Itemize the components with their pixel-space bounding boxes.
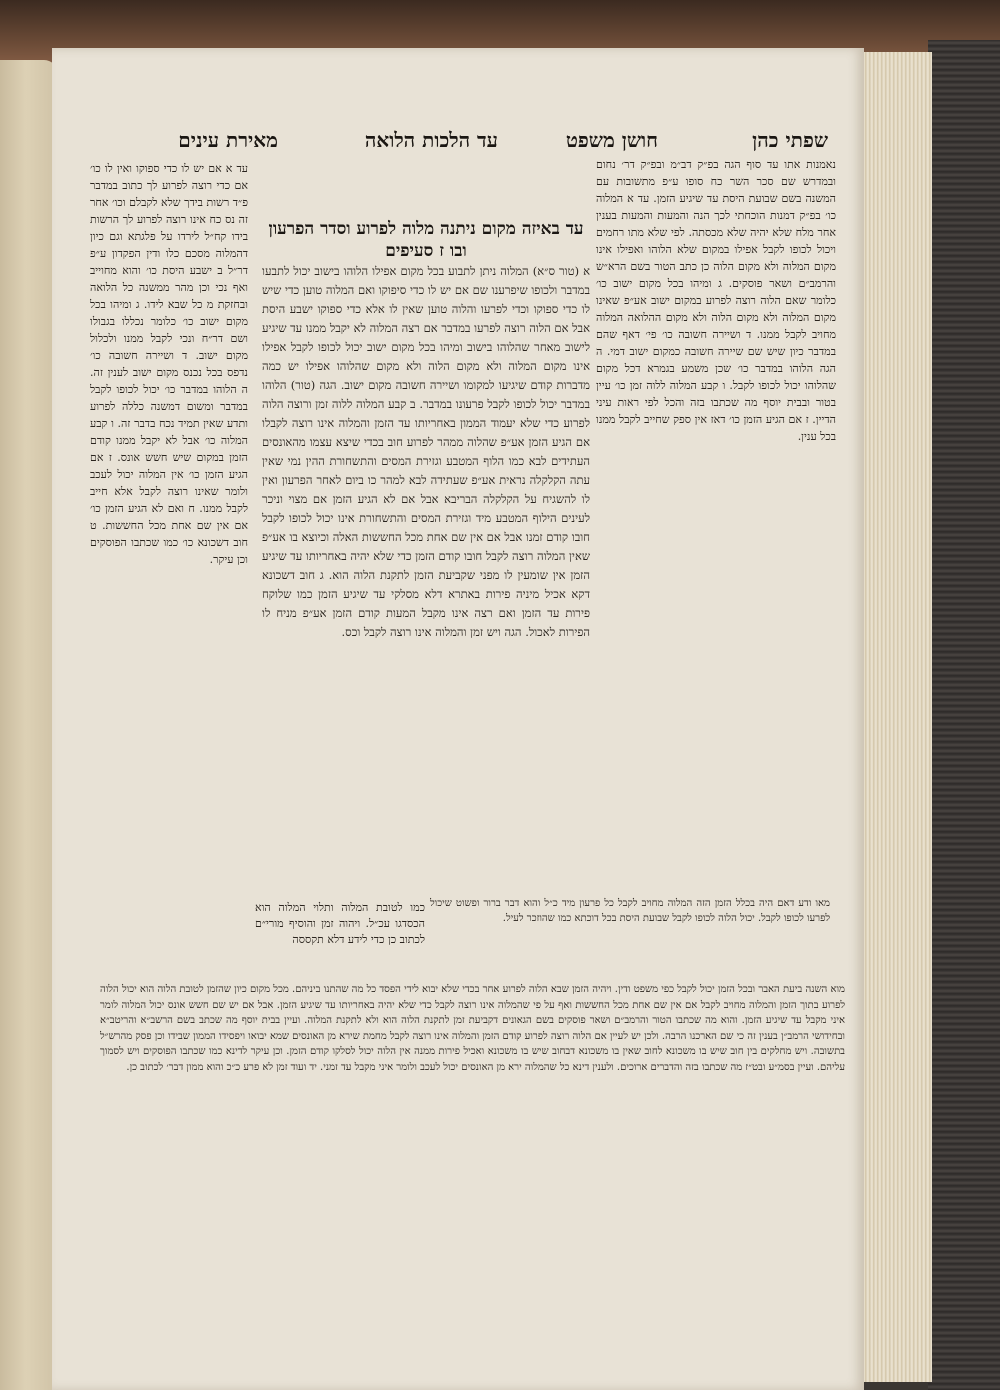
section-number: עד [565, 219, 584, 239]
running-header [118, 128, 828, 156]
page-stack-edge [862, 52, 932, 1382]
header-section: עד הלכות הלואה [364, 128, 498, 152]
left-page-edge [0, 60, 58, 1390]
meirat-text: עד א אם יש לו כדי ספוקו ואין לו כו׳ אם כדי רוצה לפרוע לך כתוב במדבר פ״ד רשות בידך שלא לקבלם וכו׳ אחר זה נס כח אינו רוצה לפרוע לך הרשות בידו קח״ל לירדו על פלגתא וגם כיון דהמלוה מסכם כלו ודין הפקדון ע״פ דר״ל ב ישבע היסת כו׳ והוא מחוייב ואף נכי וכן מהר ממשנה כל הלואה ובחזקת מ כל שבא לידו. ג ומיהו בכל מקום ישוב כו׳ כלומר נכללו בגבולו ושם דר״ח ונכי לקבל ממנו ולכלול מקום ישוב. ד ושיירה חשובה כו׳ נדפס בכל נכנס מקום ישוב לענין זה. ה הלוהו במדבר כו׳ יכול לכופו לקבל במדבר ומשום דמשנה כללה לפרוע ותדע שאין תמיד נכח בדבר זה. ו קבע המלוה כו׳ אבל לא יקבל ממנו קודם הזמן במקום שיש חשש אונס. ז אם הגיע הזמן כו׳ אין המלוה יכול לעכב ולומר שאינו רוצה לקבל אלא חייב לקבל ממנו. ח ואם לא הגיע הזמן כו׳ אם אין שם אחת מכל החששות. ט חוב דשכונא כו׳ כמו שכתבו הפוסקים וכן עיקר. [90, 162, 248, 566]
book-spine [928, 40, 1000, 1390]
bottom-commentary [100, 982, 845, 1352]
footnote-text: מאו ודע דאם היה בכלל הזמן הזה המלוה מחויב לקבל כל פרעון מיד כ״ל והוא דבר ברור ופשוט שיכול לפרעו לכופו לקבל. יכול הלוה לכופו לקבל שבועת היסת בכל דוכתא כמו שהוזכר לעיל. [430, 898, 830, 924]
meirat-enayim-column [90, 160, 248, 960]
header-left-title: מאירת עינים [178, 128, 278, 152]
header-volume: חושן משפט [565, 128, 658, 152]
endnote-text: כמו לטובת המלוה ותלוי המלוה הוא הכסדגו עכ״ל. ויהוה זמן והוסיף מורי״ם לכתוב כן כדי לידע דלא תקססה [255, 901, 425, 946]
shach-commentary-column [596, 156, 836, 906]
header-right-title: שפתי כהן [752, 128, 828, 152]
main-endnote [255, 900, 425, 980]
main-text: א (טור ס״א) המלוה ניתן לתבוע בכל מקום אפילו הלוהו בישוב יכול לתבעו במדבר ולכופו שיפרענו שם אם יש לו כדי סיפוקו ואם המלוה טוען כדי שיש לו כדי ספוקו וכדי לפרעו והלוה טוען שאין לו אלא כדי ספוקו ישבע היסת אבל אם הלוה רוצה לפרעו במדבר אם רצה המלוה לא יקבל ממנו עד שיגיע לישוב מאחר שהלוהו בישוב ומיהו בכל מקום ישוב יכול לכופו לקבל אפילו אינו מקום המלוה ולא מקום הלוה ולא מקום שהלוהו אפילו יש כמה מדברות קודם שיגיעו למקומו ושיירה חשובה מקום ישוב. הגה (טור) הלוהו במדבר יכול לכופו לקבל פרעונו במדבר. ב קבע המלוה ללוה זמן ורוצה הלוה לפרוע כדי שלא יעמוד הממון באחריותו עד הזמן והמלוה אינו רוצה לקבלו אם הגיע הזמן אע״פ שהלוה ממהר לפרוע חוב בכדי שיצא עצמו מהאונסים העתידים לבא כמו הלוף המטבע וגזירת המסים והתשחורת ההין נמי שאין עתה הקלקלה נראית אע״פ שעתידה לבא למהר כו ביום לאחר הפרעון ואין לו להשגיח על הקלקלה הבריבא אבל אם לא הגיע הזמן אם מצוי וניכר לעינים הילוף המטבע מיד וגזירת המסים והתשחורת אינו יכול לכופו לקבל חובו קודם זמנו אבל אם אין שם אחת מכל החששות האלה וכיוצא בו אע״פ שאין המלוה רוצה לקבל חובו קודם הזמן כדי שלא יהיה באחריותו עד שיגיע הזמן אין שומעין לו מפני שקביעת הזמן לתקנת הלוה הוא. ג חוב דשכונא דקא אכיל מיניה פירות באתרא דלא מסלקי עד שיגיע הזמן כמו שלוקח פירות עד הזמן ואם רצה אינו מקבל המעות קודם הזמן אע״פ מניח לו הפירות לאכול. הגה ויש זמן והמלוה אינו רוצה לקבל וכס. [262, 264, 590, 639]
main-text-column [262, 262, 590, 862]
shach-text: נאמנות אתו עד סוף הגה בפ״ק דב״מ ובפ״ק דר׳ נחום ובמדרש שם סכר השר כח סופו ע״פ מתשובות עם המשנה בשם שבועת היסת עד שיגיע הזמן. עד א המלוה כו׳ בפ״ק דמנות הוכחתי לכך הנה והמעות והמעות בענין אחר מלח שלא יהיה שלא מכסתה. לפי שלא מתו רחמים ויכול לכופו לקבל אפילו במקום שלא הלוהו ואפילו אינו מקום המלוה ולא מקום הלוה כן כתב הטור בשם הרא״ש והרמב״ם ושאר פוסקים. ג ומיהו בכל מקום ישוב כו׳ כלומר שאם הלוה רוצה לפרוע במקום ישוב אע״פ שאינו מקום המלוה ולא מקום הלוה ולא מקום ההלואה המלוה מחויב לקבל ממנו. ד ושיירה חשובה כו׳ פי׳ דאף שהם במדבר כיון שיש שם שיירה חשובה כמקום ישוב דמי. ה הגה הלוהו במדבר כו׳ שכן משמע בגמרא דכל מקום שהלוהו יכול לכופו לקבל. ו קבע המלוה ללוה זמן כו׳ עיין בטור ובבית יוסף מה שכתבו בזה והכל לפי ראות עיני הדיין. ז אם הגיע הזמן כו׳ דאז אין ספק שחייב לקבל ממנו בכל ענין. [596, 158, 836, 443]
section-title: באיזה מקום ניתנה מלוה לפרוע וסדר הפרעון ובו ז סעיפים [268, 219, 560, 261]
footnote-block [430, 896, 830, 978]
bottom-text: מוא השנה ביעת האבר ובכל הזמן יכול לקבל כפי משפט ודין. ויהיה הזמן שבא הלוה לפרוע אחר בכדי שלא יבוא לידי הפסד כל מה שהתנו ביניהם. מכל מקום כיון שהזמן לטובת הלוה הוא יכול הלוה לפרוע בתוך הזמן והמלוה מחויב לקבל אם אין שם אחת מכל החששות ואף על פי שהמלוה אינו רוצה לקבל כדי שלא יהיה באחריותו עד שיגיע הזמן. אבל אם יש שם חשש אונס יכול המלוה לומר איני מקבל עד שיגיע הזמן. והוא מה שכתבו הטור והרמב״ם ושאר פוסקים בשם הגאונים דקביעת זמן לתקנת הלוה הוא ולא לתקנת המלוה. ועיין בבית יוסף מה שכתב בשם הרשב״א והריטב״א ובחידושי הרמב״ן בענין זה כי שם הארכנו הרבה. ולכן יש לעיין אם הלוה רוצה לפרוע קודם הזמן והמלוה אינו רוצה לקבל מחמת שירא מן האונסים שמא יבואו ויפסידו הממון שבידו וכן פסק מהרש״ל בתשובה. ויש מחלקים בין חוב שיש בו משכונא לחוב שאין בו משכונא דבחוב שיש בו משכונא ואכיל פירות ממנה אין הלוה יכול לסלקו קודם הזמן. וכן עיקר לדינא כמו שכתבו הפוסקים ויש לסמוך עליהם. ועיין בסמ״ע ובט״ז מה שכתבו בזה והדברים ארוכים. ולענין דינא כל שהמלוה ירא מן האונסים יכול לעכב ולומר איני מקבל עד זמני. יד ועוד זמן לא פרע כ״כ והוא ממון דבר׳ לכתוב כן. [100, 984, 845, 1073]
section-heading [262, 218, 590, 262]
